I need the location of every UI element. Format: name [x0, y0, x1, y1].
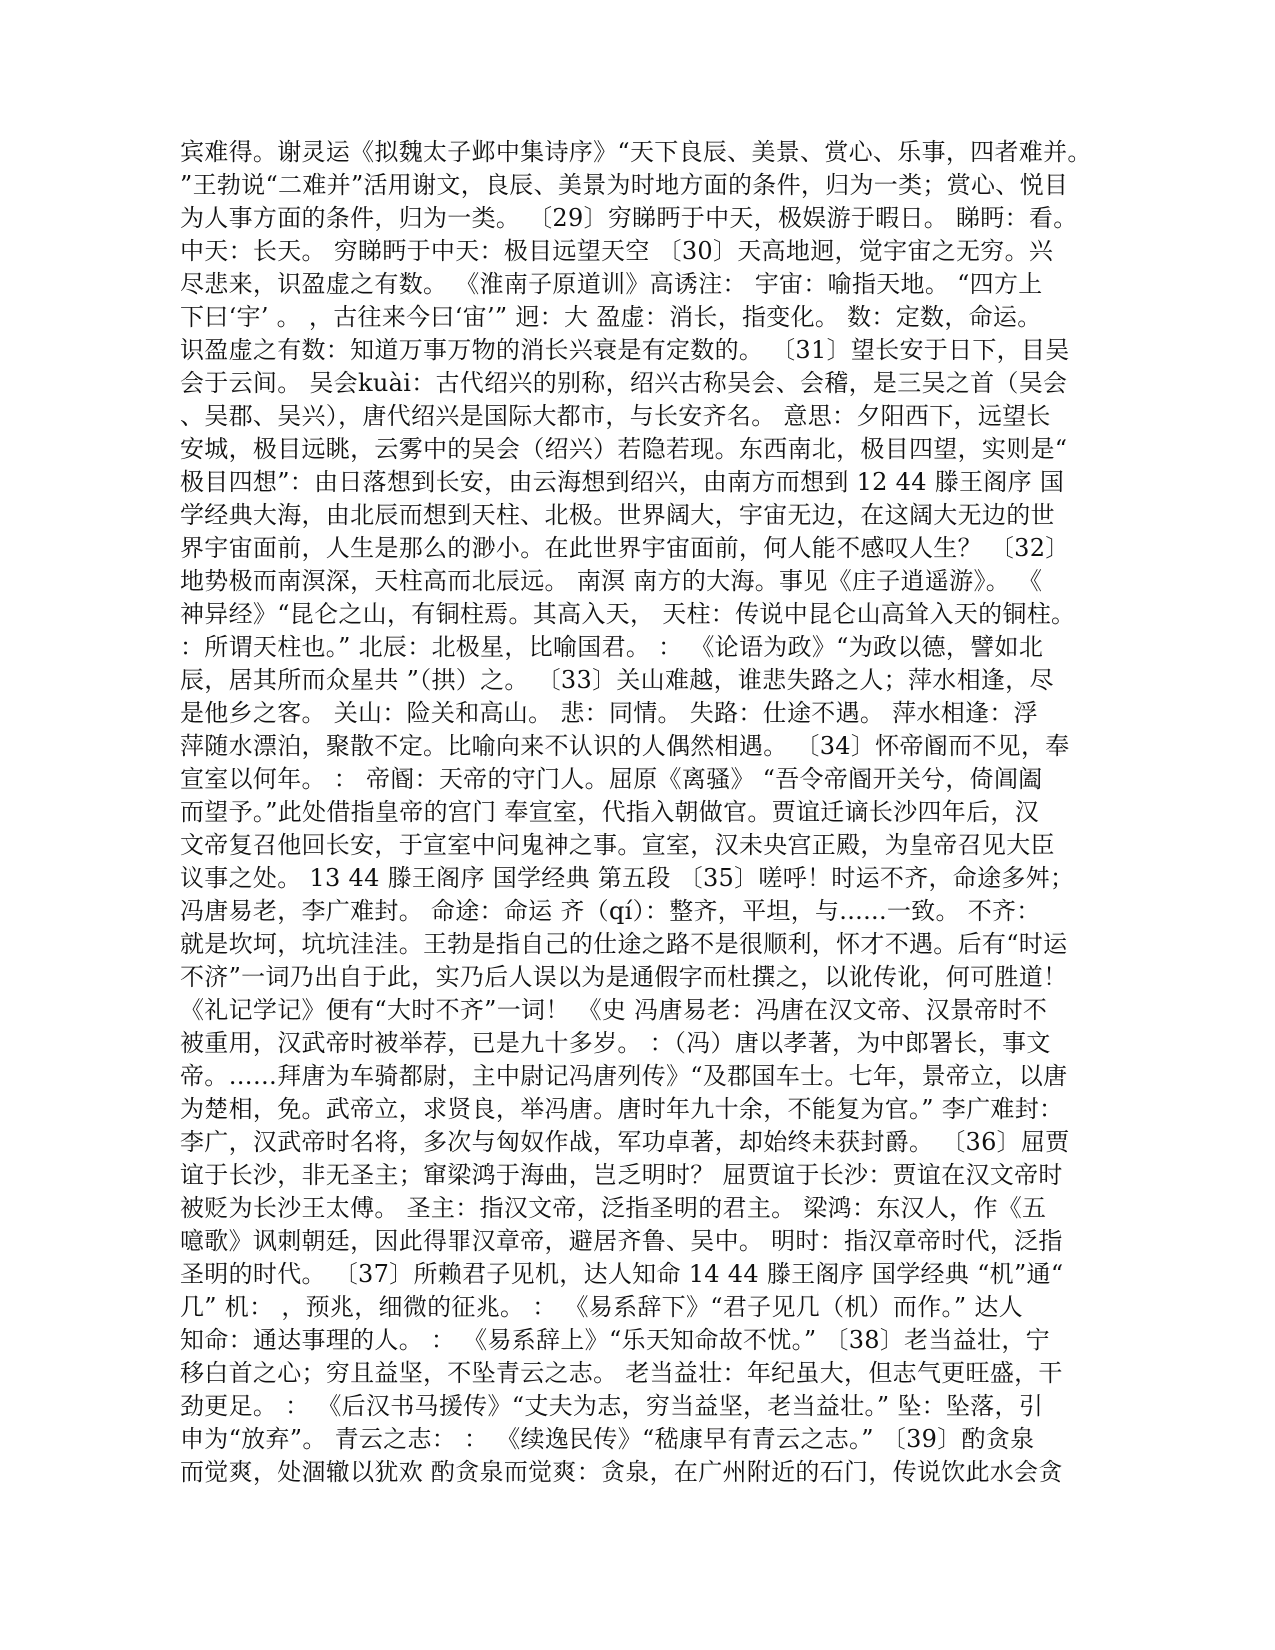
text-line: 为人事方面的条件，归为一类。 〔29〕穷睇眄于中天，极娱游于暇日。 睇眄：看。	[180, 204, 1078, 232]
text-line: 劲更足。 ： 《后汉书马援传》“丈夫为志，穷当益坚，老当益壮。” 坠：坠落，引	[180, 1392, 1044, 1420]
text-line: 李广，汉武帝时名将，多次与匈奴作战，军功卓著，却始终未获封爵。 〔36〕屈贾	[180, 1128, 1070, 1156]
text-line: ：所谓天柱也。” 北辰：北极星，比喻国君。 ： 《论语为政》“为政以德，譬如北	[180, 633, 1044, 661]
text-line: 文帝复召他回长安，于宣室中问鬼神之事。宣室，汉未央宫正殿，为皇帝召见大臣	[180, 831, 1055, 859]
text-line: 地势极而南溟深，天柱高而北辰远。 南溟 南方的大海。事见《庄子逍遥游》。 《	[180, 567, 1043, 595]
text-line: 尽悲来，识盈虚之有数。 《淮南子原道训》高诱注： 宇宙：喻指天地。 “四方上	[180, 270, 1043, 298]
text-line: 为楚相，免。武帝立，求贤良，举冯唐。唐时年九十余，不能复为官。” 李广难封：	[180, 1095, 1064, 1123]
text-line: 、吴郡、吴兴），唐代绍兴是国际大都市，与长安齐名。 意思：夕阳西下，远望长	[180, 402, 1051, 430]
text-line: 辰，居其所而众星共 ”（拱）之。 〔33〕关山难越，谁悲失路之人；萍水相逢，尽	[180, 666, 1054, 694]
text-line: 宣室以何年。 ： 帝阍：天帝的守门人。屈原《离骚》 “吾令帝阍开关兮，倚阊阖	[180, 765, 1043, 793]
text-line: 下曰‘宇’ 。 ，古往来今曰‘宙’” 迥：大 盈虚：消长，指变化。 数：定数，命运。	[180, 303, 1042, 331]
text-line: 被重用，汉武帝时被举荐，已是九十多岁。 ：（冯）唐以孝著，为中郎署长，事文	[180, 1029, 1051, 1057]
body-text	[180, 136, 1100, 1489]
text-line: ”王勃说“二难并”活用谢文，良辰、美景为时地方面的条件，归为一类；赏心、悦目	[180, 171, 1069, 199]
text-line: 萍随水漂泊，聚散不定。比喻向来不认识的人偶然相遇。 〔34〕怀帝阍而不见，奉	[180, 732, 1070, 760]
text-line: 知命：通达事理的人。 ： 《易系辞上》“乐天知命故不忧。” 〔38〕老当益壮，宁	[180, 1326, 1050, 1354]
text-line: 而觉爽，处涸辙以犹欢 酌贪泉而觉爽：贪泉，在广州附近的石门，传说饮此水会贪	[180, 1458, 1063, 1486]
text-line: 冯唐易老，李广难封。 命途：命运 齐（qí）：整齐，平坦，与......一致。 不齐：	[180, 897, 1041, 925]
text-line: 申为“放弃”。 青云之志： ： 《续逸民传》“嵇康早有青云之志。” 〔39〕酌贪泉	[180, 1425, 1035, 1453]
text-line: 界宇宙面前，人生是那么的渺小。在此世界宇宙面前，何人能不感叹人生？ 〔32〕	[180, 534, 1070, 562]
text-line: 议事之处。 13 44 滕王阁序 国学经典 第五段 〔35〕嗟呼！时运不齐，命途多舛；	[180, 864, 1075, 892]
text-line: 会于云间。 吴会kuài：古代绍兴的别称，绍兴古称吴会、会稽，是三吴之首（吴会	[180, 369, 1068, 397]
text-line: 学经典大海，由北辰而想到天柱、北极。世界阔大，宇宙无边，在这阔大无边的世	[180, 501, 1055, 529]
text-line: 圣明的时代。 〔37〕所赖君子见机，达人知命 14 44 滕王阁序 国学经典 “机”通“	[180, 1260, 1064, 1288]
text-line: 极目四想”：由日落想到长安，由云海想到绍兴，由南方而想到 12 44 滕王阁序 国	[180, 468, 1065, 496]
text-line: 移白首之心；穷且益坚，不坠青云之志。 老当益壮：年纪虽大，但志气更旺盛，干	[180, 1359, 1063, 1387]
text-line: 几” 机： ，预兆，细微的征兆。 ： 《易系辞下》“君子见几（机）而作。” 达人	[180, 1293, 1023, 1321]
text-line: 识盈虚之有数：知道万事万物的消长兴衰是有定数的。 〔31〕望长安于日下，目吴	[180, 336, 1070, 364]
text-line: 中天：长天。 穷睇眄于中天：极目远望天空 〔30〕天高地迥，觉宇宙之无穷。兴	[180, 237, 1054, 265]
text-line: 帝。……拜唐为车骑都尉，主中尉记冯唐列传》“及郡国车士。七年，景帝立，以唐	[180, 1062, 1068, 1090]
text-line: 安城，极目远眺，云雾中的吴会（绍兴）若隐若现。东西南北，极目四望，实则是“	[180, 435, 1068, 463]
text-line: 谊于长沙，非无圣主；窜梁鸿于海曲，岂乏明时？ 屈贾谊于长沙：贾谊在汉文帝时	[180, 1161, 1063, 1189]
text-line: 宾难得。谢灵运《拟魏太子邺中集诗序》“天下良辰、美景、赏心、乐事，四者难并。	[180, 138, 1092, 166]
text-line: 不济”一词乃出自于此，实乃后人误以为是通假字而杜撰之，以讹传讹，何可胜道！	[180, 963, 1068, 991]
text-line: 《礼记学记》便有“大时不齐”一词！ 《史 冯唐易老：冯唐在汉文帝、汉景帝时不	[180, 996, 1048, 1024]
text-line: 神异经》“昆仑之山，有铜柱焉。其高入天， 天柱：传说中昆仑山高耸入天的铜柱。	[180, 600, 1076, 628]
text-line: 被贬为长沙王太傅。 圣主：指汉文帝，泛指圣明的君主。 梁鸿：东汉人，作《五	[180, 1194, 1047, 1222]
text-line: 是他乡之客。 关山：险关和高山。 悲：同情。 失路：仕途不遇。 萍水相逢：浮	[180, 699, 1038, 727]
text-line: 噫歌》讽刺朝廷，因此得罪汉章帝，避居齐鲁、吴中。 明时：指汉章帝时代，泛指	[180, 1227, 1063, 1255]
text-line: 就是坎坷，坑坑洼洼。王勃是指自己的仕途之路不是很顺利，怀才不遇。后有“时运	[180, 930, 1068, 958]
text-line: 而望予。”此处借指皇帝的宫门 奉宣室，代指入朝做官。贾谊迁谪长沙四年后，汉	[180, 798, 1039, 826]
